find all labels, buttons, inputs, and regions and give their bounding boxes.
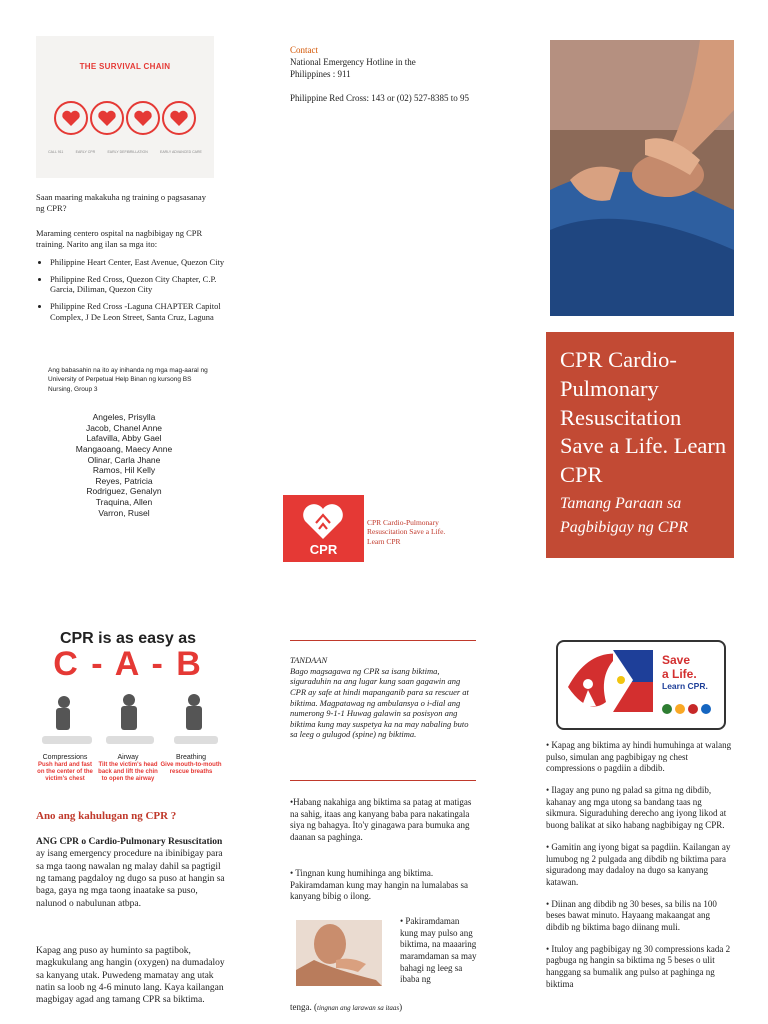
member-name: Rodriguez, Genalyn xyxy=(86,486,162,497)
survival-chain-image xyxy=(36,36,214,178)
tandaan-heading: TANDAAN xyxy=(290,655,328,665)
cover-photo xyxy=(550,40,734,316)
save-a-life-text xyxy=(662,654,708,691)
member-name: Jacob, Chanel Anne xyxy=(85,422,163,433)
partner-logo-icon xyxy=(688,704,698,714)
heart-hands-icon xyxy=(283,499,364,543)
cpr-logo-caption: CPR Cardio-Pulmonary Resuscitation Save a Life. Learn CPR xyxy=(367,518,446,546)
step-hand-position: • Ilagay ang puno ng palad sa gitna ng dibdib, kahanay ang mga utong sa bandang taas ng sikmura. Siguraduhing derecho ang iyong likod at buong balikat at siko habang nagbibigay ng CPR. xyxy=(546,785,727,831)
member-name: Traquina, Allen xyxy=(95,497,153,507)
member-name: Angeles, Prisylla xyxy=(92,412,156,422)
member-name: Ramos, Hil Kelly xyxy=(92,465,156,476)
cpr-photo-illustration xyxy=(550,40,734,316)
save-a-life-logo xyxy=(556,640,726,730)
chain-step-2: EARLY CPR xyxy=(75,150,96,154)
tandaan-bottom-rule xyxy=(290,780,476,781)
meaning-body: ay isang emergency procedure na ibinibigay para sa mga taong nawalan ng malay dahil sa pagtigil ng tamang pagdaloy ng dugo sa puso at hangin sa baga, gaya ng mga taong inaatake sa puso, nalunod o nabulunan atbpa. xyxy=(36,849,225,909)
partner-logos xyxy=(662,704,711,714)
cab-letter-c: C xyxy=(53,645,80,683)
step-check-breathing: • Tingnan kung humihinga ang biktima. Pakiramdaman kung may hangin na lumalabas sa kanyang bibig o ilong. xyxy=(290,868,468,902)
step-check-pulse-end: tenga. (tingnan ang larawan sa itaas) xyxy=(290,1002,403,1012)
step-start-compressions: • Kapag ang biktima ay hindi humuhinga at walang pulso, simulan ang pagbibigay ng chest compressions o pagdiin a dibdib. xyxy=(546,740,732,774)
cab-letters: C - A - B xyxy=(53,645,203,683)
credits-note: Ang babasahin na ito ay inihanda ng mga mag-aaral ng University of Perpetual Help Binan ng kursong BS Nursing, Group 3 xyxy=(48,367,208,393)
partner-logo-icon xyxy=(675,704,685,714)
contact-section xyxy=(290,44,470,105)
cab-step-word: Compressions xyxy=(42,754,88,761)
save-line-2: a Life. xyxy=(662,666,697,681)
meaning-lead: ANG CPR o Cardio-Pulmonary Resuscitation xyxy=(36,837,223,847)
survival-chain-title: THE SURVIVAL CHAIN xyxy=(79,62,171,71)
training-place: • Philippine Red Cross -Laguna CHAPTER Capitol Complex, J De Leon Street, Santa Cruz, Laguna xyxy=(50,301,238,322)
cpr-logo xyxy=(283,495,364,562)
training-intro: Maraming centero ospital na nagbibigay ng CPR training. Narito ang ilan sa mga ito: xyxy=(36,228,203,249)
chain-step-4: EARLY ADVANCED CARE xyxy=(160,150,202,154)
training-question: Saan maaring makakuha ng training o pagsasanay ng CPR? xyxy=(36,192,206,213)
survival-chain-hearts xyxy=(36,88,214,148)
member-name: Mangaoang, Maecy Anne xyxy=(75,443,173,454)
cab-heading: CPR is as easy as xyxy=(59,630,197,647)
cab-steps xyxy=(34,754,222,783)
member-name: Olinar, Carla Jhane xyxy=(87,454,161,465)
cab-step-breathing xyxy=(160,754,222,783)
survival-chain-steps xyxy=(42,150,208,154)
cover-title: CPR Cardio-Pulmonary Resuscitation Save a Life. Learn CPR xyxy=(560,347,727,488)
cover-subtitle: Tamang Paraan sa Pagbibigay ng CPR xyxy=(560,495,688,536)
pulse-image-caption: tingnan ang larawan sa itaas xyxy=(317,1004,400,1012)
pulse-check-image xyxy=(296,920,382,986)
cab-image xyxy=(34,630,222,792)
step-check-pulse: • Pakiramdaman kung may pulso ang biktima, na maaaring maramdaman sa may bahagi ng leeg sa ibaba ng xyxy=(400,916,477,985)
cpr-figure-icon xyxy=(558,642,658,728)
training-places-list xyxy=(36,257,238,328)
chain-step-3: EARLY DEFIBRILLATION xyxy=(107,150,148,154)
training-place: • Philippine Heart Center, East Avenue, Quezon City xyxy=(50,257,238,268)
partner-logo-icon xyxy=(701,704,711,714)
cab-step-airway xyxy=(97,754,159,783)
cab-illustrations xyxy=(34,686,222,756)
cpr-logo-text: CPR xyxy=(309,542,338,557)
member-name: Varron, Rusel xyxy=(98,507,150,518)
contact-redcross: Philippine Red Cross: 143 or (02) 527-8385 to 95 xyxy=(290,93,469,104)
cover-title-box xyxy=(546,332,734,558)
cab-step-desc: Push hard and fast on the center of the victim's chest xyxy=(37,762,93,782)
cab-letter-a: A xyxy=(114,645,141,683)
cab-letter-b: B xyxy=(176,645,203,683)
save-line-1: Save xyxy=(662,653,691,667)
step-lift-chin: •Habang nakahiga ang biktima sa patag at matigas na sahig, itaas ang kanyang baba para nakatingala siya ng bahagya. Ito'y ginagawa para bumuka ang daanan sa paghinga. xyxy=(290,797,472,843)
meaning-question: Ano ang kahulugan ng CPR ? xyxy=(36,810,177,822)
tandaan-box xyxy=(290,655,476,740)
cab-step-compressions xyxy=(34,754,96,783)
training-place: • Philippine Red Cross, Quezon City Chapter, C.P. Garcia, Diliman, Quezon City xyxy=(50,274,238,295)
cab-step-word: Airway xyxy=(117,754,139,761)
meaning-paragraph xyxy=(36,836,226,910)
step-use-weight: • Gamitin ang iyong bigat sa pagdiin. Kailangan ay lumubog ng 2 pulgada ang dibdib ng biktima para siguradong may dadaloy na dugo sa kanyang katawan. xyxy=(546,841,731,887)
partner-logo-icon xyxy=(662,704,672,714)
member-name: Lafavilla, Abby Gael xyxy=(86,433,162,444)
step-continue: • Ituloy ang pagbibigay ng 30 compressions kada 2 pagbuga ng hangin sa biktima ng 5 beses o ulit hanggang sa bumalik ang pulso at paghinga ng biktima xyxy=(546,943,731,989)
chain-step-1: CALL 911 xyxy=(48,150,64,154)
step-press-30: • Diinan ang dibdib ng 30 beses, sa bilis na 100 beses bawat minuto. Hayaang makaangat ang dibdib ng biktima bago diinang muli. xyxy=(546,898,717,932)
tandaan-top-rule xyxy=(290,640,476,641)
cab-step-desc: Tilt the victim's head back and lift the chin to open the airway xyxy=(98,762,158,782)
member-name: Reyes, Patricia xyxy=(95,475,153,486)
meaning-paragraph-2: Kapag ang puso ay huminto sa pagtibok, magkukulang ang hangin (oxygen) na dumadaloy sa kanyang utak. Puwedeng mamatay ang utak natin sa loob ng 4-6 minuto lang. Kaya kailangan magbigay agad ang tamang CPR sa biktima. xyxy=(36,946,225,1006)
cab-step-word: Breathing xyxy=(176,754,206,761)
step-check-pulse-end-text: tenga. xyxy=(290,1002,312,1012)
contact-heading: Contact xyxy=(290,45,318,55)
tandaan-text: Bago magsagawa ng CPR sa isang biktima, siguraduhin na ang lugar kung saan gagawin ang CPR ay safe at hindi mapanganib para sa rescuer at biktima. Magpatawag ng ambulansya o i-dial ang numerong 9-1-1 Huwag galawin sa posisyon ang biktima kung may suspetya ka na may nabaling buto sa leeg o gulugod (spine) ng biktima. xyxy=(290,665,469,740)
save-line-3: Learn CPR. xyxy=(662,680,708,691)
right-steps xyxy=(546,740,732,990)
cab-step-desc: Give mouth-to-mouth rescue breaths xyxy=(160,762,222,775)
contact-hotline: National Emergency Hotline in the Philippines : 911 xyxy=(290,57,416,80)
credits-names xyxy=(44,412,204,518)
